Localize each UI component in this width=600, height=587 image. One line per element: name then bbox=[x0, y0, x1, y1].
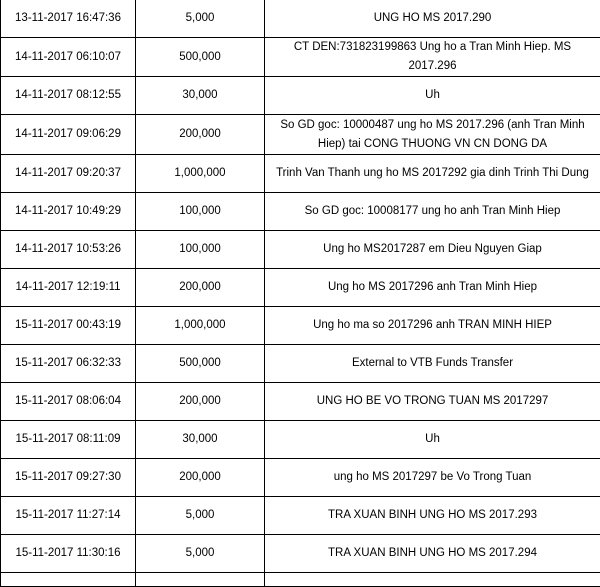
transaction-amount: 200,000 bbox=[136, 269, 265, 307]
transaction-description: ung ho MS 2017297 be Vo Trong Tuan bbox=[265, 459, 600, 497]
transaction-amount: 500,000 bbox=[136, 38, 265, 77]
transaction-time: 15-11-2017 06:32:33 bbox=[1, 345, 136, 383]
table-row bbox=[1, 231, 600, 269]
transaction-amount: 30,000 bbox=[136, 77, 265, 115]
table-row bbox=[1, 383, 600, 421]
transaction-time: 14-11-2017 09:20:37 bbox=[1, 155, 136, 193]
empty-cell bbox=[265, 573, 600, 587]
transaction-description: Ung ho MS2017287 em Dieu Nguyen Giap bbox=[265, 231, 600, 269]
table-row bbox=[1, 421, 600, 459]
transaction-amount: 200,000 bbox=[136, 383, 265, 421]
transaction-time: 15-11-2017 08:06:04 bbox=[1, 383, 136, 421]
transaction-amount: 30,000 bbox=[136, 421, 265, 459]
transaction-description: Uh bbox=[265, 77, 600, 115]
transaction-description: Uh bbox=[265, 421, 600, 459]
transaction-amount: 200,000 bbox=[136, 115, 265, 155]
transaction-description: Trinh Van Thanh ung ho MS 2017292 gia dinh Trinh Thi Dung bbox=[265, 155, 600, 193]
transaction-amount: 1,000,000 bbox=[136, 155, 265, 193]
transaction-amount: 500,000 bbox=[136, 345, 265, 383]
transaction-description: CT DEN:731823199863 Ung ho a Tran Minh Hiep. MS 2017.296 bbox=[265, 38, 600, 77]
table-row bbox=[1, 535, 600, 573]
table-row bbox=[1, 38, 600, 77]
table-row-partial bbox=[1, 573, 600, 587]
table-row bbox=[1, 115, 600, 155]
transaction-description: Ung ho ma so 2017296 anh TRAN MINH HIEP bbox=[265, 307, 600, 345]
table-row bbox=[1, 77, 600, 115]
table-row bbox=[1, 497, 600, 535]
transaction-description: UNG HO BE VO TRONG TUAN MS 2017297 bbox=[265, 383, 600, 421]
transaction-time: 15-11-2017 08:11:09 bbox=[1, 421, 136, 459]
transaction-time: 15-11-2017 11:30:16 bbox=[1, 535, 136, 573]
table-row bbox=[1, 269, 600, 307]
transaction-time: 14-11-2017 08:12:55 bbox=[1, 77, 136, 115]
transaction-description: So GD goc: 10000487 ung ho MS 2017.296 (anh Tran Minh Hiep) tai CONG THUONG VN CN DONG DA bbox=[265, 115, 600, 155]
transaction-amount: 1,000,000 bbox=[136, 307, 265, 345]
transaction-description: TRA XUAN BINH UNG HO MS 2017.294 bbox=[265, 535, 600, 573]
table-row bbox=[1, 0, 600, 38]
transaction-time: 14-11-2017 10:49:29 bbox=[1, 193, 136, 231]
transaction-time: 15-11-2017 09:27:30 bbox=[1, 459, 136, 497]
transaction-time: 15-11-2017 11:27:14 bbox=[1, 497, 136, 535]
transaction-amount: 100,000 bbox=[136, 231, 265, 269]
transaction-amount: 5,000 bbox=[136, 535, 265, 573]
transaction-time: 14-11-2017 12:19:11 bbox=[1, 269, 136, 307]
transaction-time: 14-11-2017 06:10:07 bbox=[1, 38, 136, 77]
table-row bbox=[1, 307, 600, 345]
table-row bbox=[1, 155, 600, 193]
transaction-amount: 100,000 bbox=[136, 193, 265, 231]
transaction-description: Ung ho MS 2017296 anh Tran Minh Hiep bbox=[265, 269, 600, 307]
table-row bbox=[1, 459, 600, 497]
table-row bbox=[1, 345, 600, 383]
transaction-description: So GD goc: 10008177 ung ho anh Tran Minh Hiep bbox=[265, 193, 600, 231]
transaction-description: TRA XUAN BINH UNG HO MS 2017.293 bbox=[265, 497, 600, 535]
transaction-time: 14-11-2017 10:53:26 bbox=[1, 231, 136, 269]
transaction-time: 15-11-2017 00:43:19 bbox=[1, 307, 136, 345]
transaction-time: 13-11-2017 16:47:36 bbox=[1, 0, 136, 38]
transaction-amount: 5,000 bbox=[136, 0, 265, 38]
transaction-description: External to VTB Funds Transfer bbox=[265, 345, 600, 383]
table-row bbox=[1, 193, 600, 231]
transaction-description: UNG HO MS 2017.290 bbox=[265, 0, 600, 38]
transaction-amount: 5,000 bbox=[136, 497, 265, 535]
transaction-amount: 200,000 bbox=[136, 459, 265, 497]
transaction-time: 14-11-2017 09:06:29 bbox=[1, 115, 136, 155]
empty-cell bbox=[1, 573, 136, 587]
empty-cell bbox=[136, 573, 265, 587]
